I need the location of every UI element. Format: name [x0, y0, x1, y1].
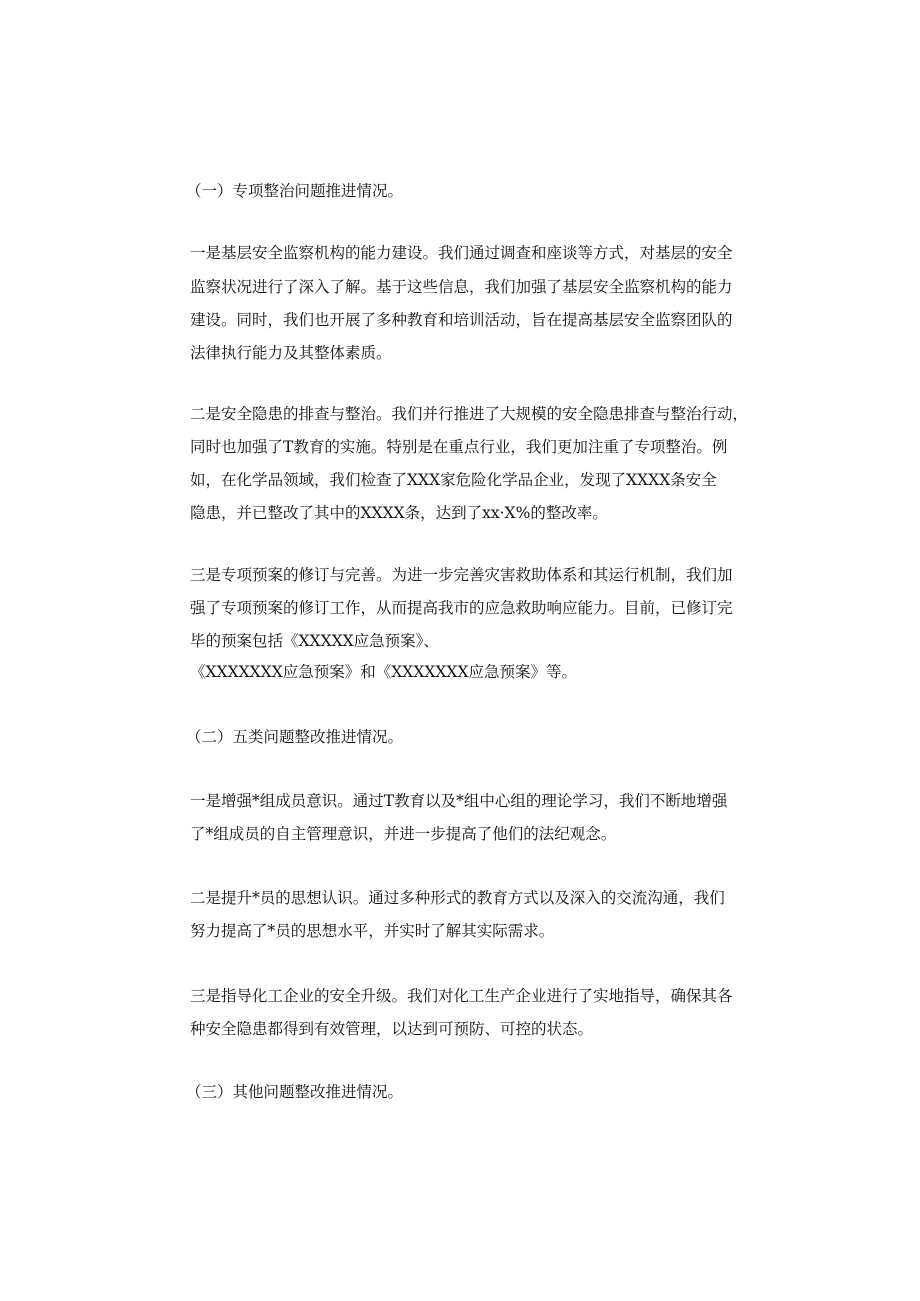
section-heading-1: （一）专项整治问题推进情况。 [186, 182, 404, 200]
paragraph-line: 努力提高了*员的思想水平，并实时了解其实际需求。 [190, 922, 555, 940]
paragraph-line: 建设。同时，我们也开展了多种教育和培训活动，旨在提高基层安全监察团队的 [190, 311, 733, 329]
paragraph-line: 一是增强*组成员意识。通过T教育以及*组中心组的理论学习，我们不断地增强 [190, 792, 728, 810]
section-heading-2: （二）五类问题整改推进情况。 [186, 728, 404, 746]
paragraph-line: 如，在化学品领域，我们检查了XXX家危险化学品企业，发现了XXXX条安全 [190, 471, 717, 489]
paragraph-line: 监察状况进行了深入了解。基于这些信息，我们加强了基层安全监察机构的能力 [190, 278, 733, 296]
paragraph-line: 一是基层安全监察机构的能力建设。我们通过调查和座谈等方式，对基层的安全 [190, 244, 733, 262]
paragraph-line: 强了专项预案的修订工作，从而提高我市的应急救助响应能力。目前，已修订完 [190, 599, 733, 617]
paragraph-line: 了*组成员的自主管理意识，并进一步提高了他们的法纪观念。 [190, 825, 617, 843]
paragraph-line: 同时也加强了T教育的实施。特别是在重点行业，我们更加注重了专项整治。例 [190, 438, 728, 456]
paragraph-line: 三是专项预案的修订与完善。为进一步完善灾害救助体系和其运行机制，我们加 [190, 566, 733, 584]
paragraph-line: 三是指导化工企业的安全升级。我们对化工生产企业进行了实地指导，确保其各 [190, 987, 733, 1005]
paragraph-line: 种安全隐患都得到有效管理，以达到可预防、可控的状态。 [190, 1020, 594, 1038]
paragraph-line: 二是提升*员的思想认识。通过多种形式的教育方式以及深入的交流沟通，我们 [190, 889, 725, 907]
paragraph-line: 《XXXXXXX应急预案》和《XXXXXXX应急预案》等。 [190, 663, 577, 681]
paragraph-line: 法律执行能力及其整体素质。 [190, 344, 392, 362]
section-heading-3: （三）其他问题整改推进情况。 [186, 1083, 404, 1101]
paragraph-line: 二是安全隐患的排查与整治。我们并行推进了大规模的安全隐患排查与整治行动， [190, 405, 749, 423]
paragraph-line: 隐患，并已整改了其中的XXXX条，达到了xx·X%的整改率。 [190, 504, 608, 522]
paragraph-line: 毕的预案包括《XXXXX应急预案》、 [190, 632, 439, 650]
